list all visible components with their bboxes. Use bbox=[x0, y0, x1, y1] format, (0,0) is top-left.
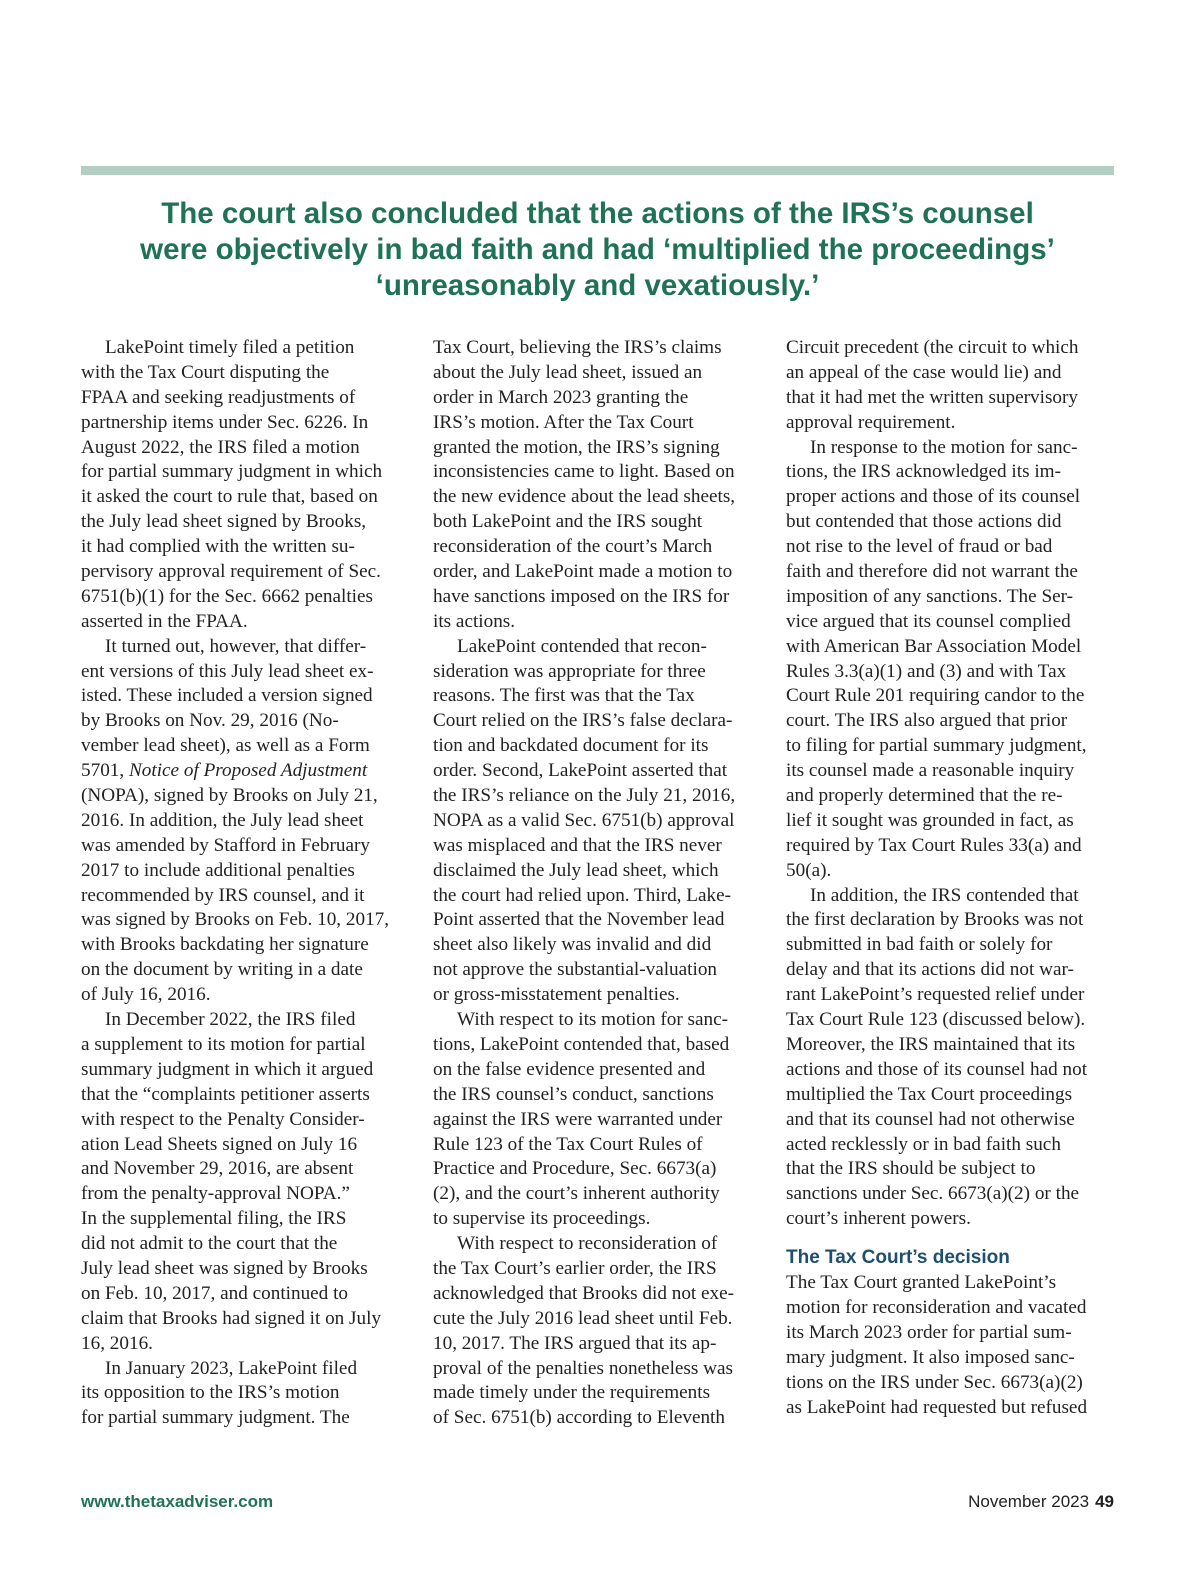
text-line: not approve the substantial-valuation bbox=[433, 959, 718, 981]
text-line: Tax Court, believing the IRS’s claims bbox=[433, 337, 722, 358]
text-line: Court relied on the IRS’s false declara- bbox=[433, 710, 733, 732]
text-line: inconsistencies came to light. Based on bbox=[433, 461, 735, 483]
text-line: It turned out, however, that differ- bbox=[105, 635, 367, 657]
text-line: to filing for partial summary judgment, bbox=[786, 735, 1087, 757]
text-line: recommended by IRS counsel, and it bbox=[81, 884, 365, 906]
text-line: Circuit precedent (the circuit to which bbox=[786, 337, 1079, 358]
top-rule bbox=[81, 166, 1114, 175]
text-line: claim that Brooks had signed it on July bbox=[81, 1307, 382, 1329]
text-line: with respect to the Penalty Consider- bbox=[81, 1108, 365, 1130]
text-line: Rule 123 of the Tax Court Rules of bbox=[433, 1133, 703, 1155]
text-line: the IRS counsel’s conduct, sanctions bbox=[433, 1083, 714, 1105]
text-line: reconsideration of the court’s March bbox=[433, 536, 713, 558]
text-line: Point asserted that the November lead bbox=[433, 909, 725, 931]
text-line: July lead sheet was signed by Brooks bbox=[81, 1257, 368, 1279]
text-line: its actions. bbox=[433, 610, 516, 632]
text-line: the court had relied upon. Third, Lake- bbox=[433, 884, 732, 906]
text-line: its opposition to the IRS’s motion bbox=[81, 1382, 340, 1404]
text-line: In addition, the IRS contended that bbox=[810, 884, 1079, 906]
italic-title: Notice of Proposed Adjustment bbox=[128, 760, 368, 782]
website-url: www.thetaxadviser.com bbox=[81, 1492, 274, 1511]
text-line: on the document by writing in a date bbox=[81, 959, 363, 981]
text-line: that the IRS should be subject to bbox=[786, 1158, 1036, 1180]
text-line: acknowledged that Brooks did not exe- bbox=[433, 1282, 735, 1304]
text-line: sheet also likely was invalid and did bbox=[433, 934, 712, 956]
text-line: August 2022, the IRS filed a motion bbox=[81, 436, 360, 458]
text-line: for partial summary judgment in which bbox=[81, 461, 383, 483]
text-line: Tax Court Rule 123 (discussed below). bbox=[786, 1009, 1086, 1031]
text-line: and properly determined that the re- bbox=[786, 785, 1063, 807]
text-line: its March 2023 order for partial sum- bbox=[786, 1321, 1072, 1343]
text-line: tions, the IRS acknowledged its im- bbox=[786, 461, 1061, 483]
text-line: as LakePoint had requested but refused bbox=[786, 1396, 1088, 1418]
text-line: court. The IRS also argued that prior bbox=[786, 710, 1068, 732]
text-line: but contended that those actions did bbox=[786, 511, 1062, 533]
text-line: Moreover, the IRS maintained that its bbox=[786, 1033, 1076, 1055]
text-line: with the Tax Court disputing the bbox=[81, 361, 330, 383]
text-fragment: 5701, bbox=[81, 760, 129, 782]
text-line: faith and therefore did not warrant the bbox=[786, 561, 1078, 583]
text-line: FPAA and seeking readjustments of bbox=[81, 386, 356, 408]
text-line: 50(a). bbox=[786, 859, 832, 881]
pull-quote bbox=[81, 196, 1114, 304]
text-line: 16, 2016. bbox=[81, 1332, 153, 1354]
text-line: that it had met the written supervisory bbox=[786, 386, 1079, 408]
text-line: a supplement to its motion for partial bbox=[81, 1033, 366, 1055]
text-line: required by Tax Court Rules 33(a) and bbox=[786, 834, 1082, 856]
text-line: The Tax Court granted LakePoint’s bbox=[786, 1272, 1057, 1294]
text-line: granted the motion, the IRS’s signing bbox=[433, 436, 720, 458]
page-number: 49 bbox=[1095, 1492, 1114, 1511]
text-line: actions and those of its counsel had not bbox=[786, 1058, 1088, 1080]
text-line: isted. These included a version signed bbox=[81, 685, 373, 707]
text-line: With respect to reconsideration of bbox=[457, 1233, 718, 1255]
text-line: In response to the motion for sanc- bbox=[810, 436, 1078, 458]
text-line: it had complied with the written su- bbox=[81, 536, 355, 558]
text-line: about the July lead sheet, issued an bbox=[433, 361, 703, 383]
text-line: 6751(b)(1) for the Sec. 6662 penalties bbox=[81, 585, 373, 607]
text-line: have sanctions imposed on the IRS for bbox=[433, 585, 730, 607]
text-line: on Feb. 10, 2017, and continued to bbox=[81, 1282, 348, 1304]
text-line: was amended by Stafford in February bbox=[81, 834, 370, 856]
section-heading: The Tax Court’s decision bbox=[786, 1247, 1010, 1269]
text-line: that the “complaints petitioner asserts bbox=[81, 1083, 370, 1105]
text-line: its counsel made a reasonable inquiry bbox=[786, 760, 1075, 782]
text-line: of July 16, 2016. bbox=[81, 984, 211, 1006]
text-line: by Brooks on Nov. 29, 2016 (No- bbox=[81, 710, 339, 732]
text-line: and November 29, 2016, are absent bbox=[81, 1158, 354, 1180]
text-line: for partial summary judgment. The bbox=[81, 1407, 350, 1429]
text-line: order. Second, LakePoint asserted that bbox=[433, 760, 728, 782]
text-line: partnership items under Sec. 6226. In bbox=[81, 411, 369, 433]
text-line: lief it sought was grounded in fact, as bbox=[786, 809, 1074, 831]
text-line: approval requirement. bbox=[786, 411, 956, 433]
text-line: (2), and the court’s inherent authority bbox=[433, 1183, 720, 1205]
text-line: did not admit to the court that the bbox=[81, 1233, 338, 1255]
text-line: proper actions and those of its counsel bbox=[786, 486, 1081, 508]
text-line: motion for reconsideration and vacated bbox=[786, 1296, 1087, 1318]
text-line: vember lead sheet), as well as a Form bbox=[81, 735, 370, 757]
text-line: tions, LakePoint contended that, based bbox=[433, 1033, 730, 1055]
text-line: Practice and Procedure, Sec. 6673(a) bbox=[433, 1158, 717, 1180]
text-line: IRS’s motion. After the Tax Court bbox=[433, 411, 694, 433]
text-line: of Sec. 6751(b) according to Eleventh bbox=[433, 1407, 725, 1429]
pull-quote-line: were objectively in bad faith and had ‘multiplied the proceedings’ bbox=[140, 233, 1055, 266]
text-line: the new evidence about the lead sheets, bbox=[433, 486, 736, 508]
text-line: not rise to the level of fraud or bad bbox=[786, 536, 1053, 558]
issue-date: November 2023 bbox=[968, 1492, 1090, 1511]
text-line: sideration was appropriate for three bbox=[433, 660, 706, 682]
text-line: against the IRS were warranted under bbox=[433, 1108, 723, 1130]
text-line: 10, 2017. The IRS argued that its ap- bbox=[433, 1332, 717, 1354]
text-line: was signed by Brooks on Feb. 10, 2017, bbox=[81, 909, 390, 931]
text-line: submitted in bad faith or solely for bbox=[786, 934, 1053, 956]
text-column-1 bbox=[81, 336, 411, 1431]
text-line: proval of the penalties nonetheless was bbox=[433, 1357, 733, 1379]
text-line: with American Bar Association Model bbox=[786, 635, 1082, 657]
text-line: order in March 2023 granting the bbox=[433, 386, 689, 408]
text-line: rant LakePoint’s requested relief under bbox=[786, 984, 1085, 1006]
text-line: In the supplemental filing, the IRS bbox=[81, 1208, 347, 1230]
text-line: and that its counsel had not otherwise bbox=[786, 1108, 1075, 1130]
text-column-3 bbox=[786, 336, 1116, 1420]
text-line: tion and backdated document for its bbox=[433, 735, 709, 757]
text-line: the IRS’s reliance on the July 21, 2016, bbox=[433, 785, 736, 807]
text-line: NOPA as a valid Sec. 6751(b) approval bbox=[433, 809, 735, 831]
text-line: to supervise its proceedings. bbox=[433, 1208, 651, 1230]
text-line: 2017 to include additional penalties bbox=[81, 859, 355, 881]
text-line: In January 2023, LakePoint filed bbox=[105, 1357, 358, 1379]
text-line: vice argued that its counsel complied bbox=[786, 610, 1071, 632]
text-line: Rules 3.3(a)(1) and (3) and with Tax bbox=[786, 660, 1067, 682]
text-line bbox=[81, 759, 411, 784]
text-line: the July lead sheet signed by Brooks, bbox=[81, 511, 367, 533]
text-line: imposition of any sanctions. The Ser- bbox=[786, 585, 1074, 607]
text-line: With respect to its motion for sanc- bbox=[457, 1009, 728, 1031]
text-column-2 bbox=[433, 336, 763, 1431]
text-line: both LakePoint and the IRS sought bbox=[433, 511, 703, 533]
text-line: multiplied the Tax Court proceedings bbox=[786, 1083, 1073, 1105]
text-line: court’s inherent powers. bbox=[786, 1208, 971, 1230]
text-line: on the false evidence presented and bbox=[433, 1058, 706, 1080]
text-line: asserted in the FPAA. bbox=[81, 610, 248, 632]
text-line: cute the July 2016 lead sheet until Feb. bbox=[433, 1307, 733, 1329]
text-line: tions on the IRS under Sec. 6673(a)(2) bbox=[786, 1371, 1083, 1393]
text-line: reasons. The first was that the Tax bbox=[433, 685, 695, 707]
text-line: (NOPA), signed by Brooks on July 21, bbox=[81, 785, 378, 807]
text-line: ent versions of this July lead sheet ex- bbox=[81, 660, 374, 682]
text-line: LakePoint timely filed a petition bbox=[105, 337, 355, 358]
text-line: or gross-misstatement penalties. bbox=[433, 984, 680, 1006]
text-line: pervisory approval requirement of Sec. bbox=[81, 561, 381, 583]
text-line: In December 2022, the IRS filed bbox=[105, 1009, 356, 1031]
pull-quote-line: The court also concluded that the actions of the IRS’s counsel bbox=[161, 197, 1034, 230]
text-line: sanctions under Sec. 6673(a)(2) or the bbox=[786, 1183, 1080, 1205]
pull-quote-line: ‘unreasonably and vexatiously.’ bbox=[375, 269, 820, 302]
text-line: the first declaration by Brooks was not bbox=[786, 909, 1084, 931]
text-line: ation Lead Sheets signed on July 16 bbox=[81, 1133, 358, 1155]
text-line: disclaimed the July lead sheet, which bbox=[433, 859, 719, 881]
text-line: the Tax Court’s earlier order, the IRS bbox=[433, 1257, 717, 1279]
text-line: Court Rule 201 requiring candor to the bbox=[786, 685, 1085, 707]
text-line: acted recklessly or in bad faith such bbox=[786, 1133, 1061, 1155]
text-line: from the penalty-approval NOPA.” bbox=[81, 1183, 350, 1205]
text-line: order, and LakePoint made a motion to bbox=[433, 561, 733, 583]
text-line: delay and that its actions did not war- bbox=[786, 959, 1074, 981]
page-footer bbox=[968, 1492, 1114, 1512]
text-line: LakePoint contended that recon- bbox=[457, 635, 707, 657]
text-line: an appeal of the case would lie) and bbox=[786, 361, 1062, 383]
text-line: it asked the court to rule that, based on bbox=[81, 486, 378, 508]
text-line: made timely under the requirements bbox=[433, 1382, 711, 1404]
text-line: was misplaced and that the IRS never bbox=[433, 834, 722, 856]
text-line: with Brooks backdating her signature bbox=[81, 934, 369, 956]
text-line: summary judgment in which it argued bbox=[81, 1058, 374, 1080]
text-line: 2016. In addition, the July lead sheet bbox=[81, 809, 364, 831]
text-line: mary judgment. It also imposed sanc- bbox=[786, 1346, 1075, 1368]
